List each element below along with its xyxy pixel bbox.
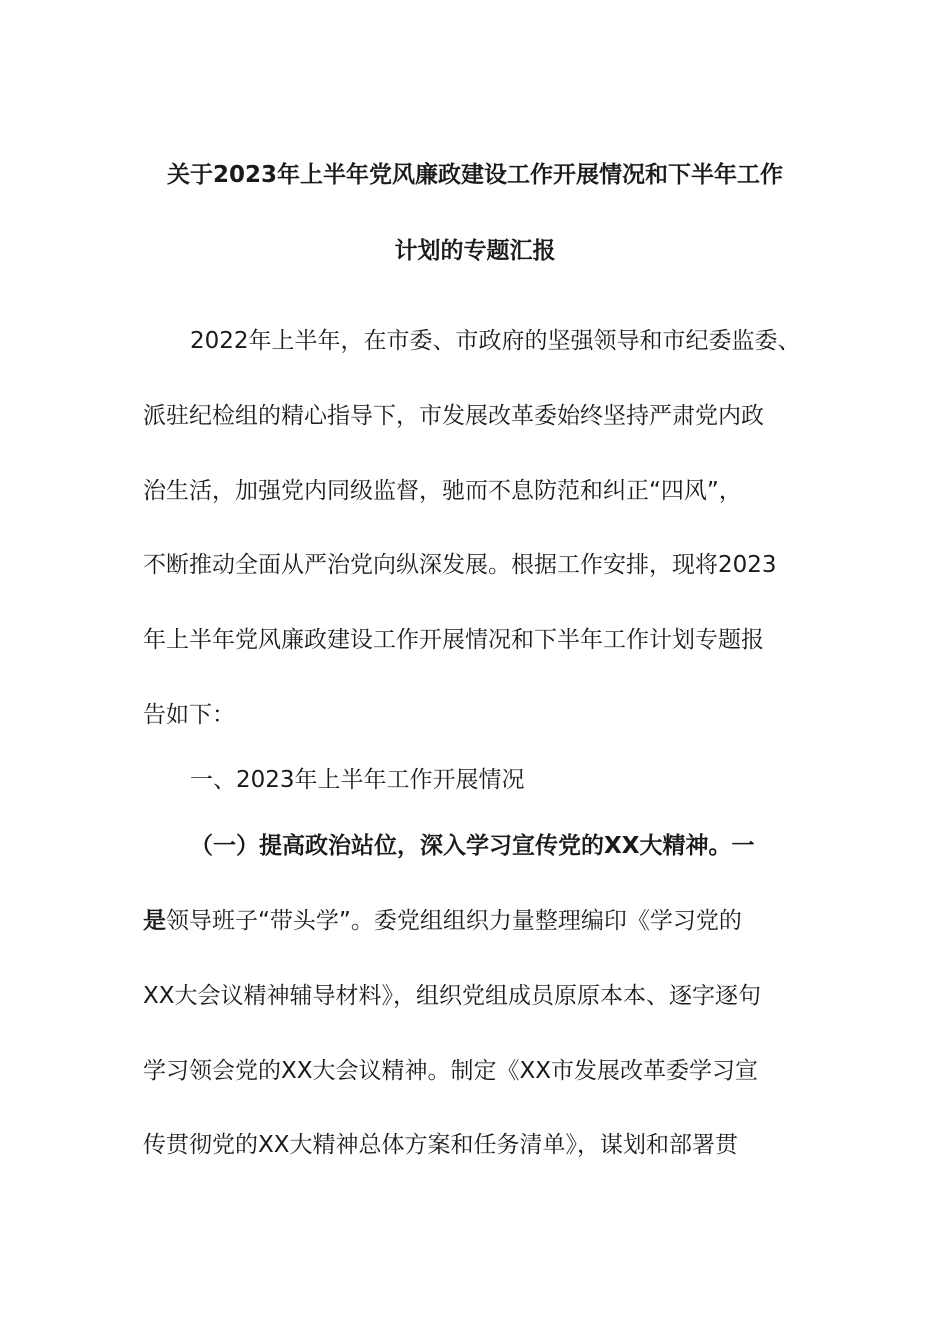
document-title-line-2: 计划的专题汇报: [394, 238, 556, 264]
subsection-heading: （一）提高政治站位，深入学习宣传党的XX大精神。一: [190, 833, 755, 859]
paragraph-line: 治生活，加强党内同级监督，驰而不息防范和纠正“四风”，: [143, 478, 742, 504]
document-title-line-1: 关于2023年上半年党风廉政建设工作开展情况和下半年工作: [166, 162, 783, 188]
paragraph-line: 年上半年党风廉政建设工作开展情况和下半年工作计划专题报: [143, 627, 764, 653]
section-heading: 一、2023年上半年工作开展情况: [190, 767, 525, 793]
paragraph-line: 传贯彻党的XX大精神总体方案和任务清单》，谋划和部署贯: [143, 1132, 739, 1158]
paragraph-line: 派驻纪检组的精心指导下，市发展改革委始终坚持严肃党内政: [143, 403, 764, 429]
paragraph-line: [143, 906, 823, 936]
paragraph-line: 告如下：: [143, 702, 235, 728]
bold-lead: 是: [143, 908, 166, 934]
paragraph-line: 学习领会党的XX大会议精神。制定《XX市发展改革委学习宣: [143, 1058, 759, 1084]
paragraph-text: 领导班子“带头学”。委党组组织力量整理编印《学习党的: [166, 908, 742, 934]
paragraph-line: 不断推动全面从严治党向纵深发展。根据工作安排，现将2023: [143, 552, 777, 578]
paragraph-line: 2022年上半年，在市委、市政府的坚强领导和市纪委监委、: [190, 328, 801, 354]
paragraph-line: XX大会议精神辅导材料》，组织党组成员原原本本、逐字逐句: [143, 983, 762, 1009]
